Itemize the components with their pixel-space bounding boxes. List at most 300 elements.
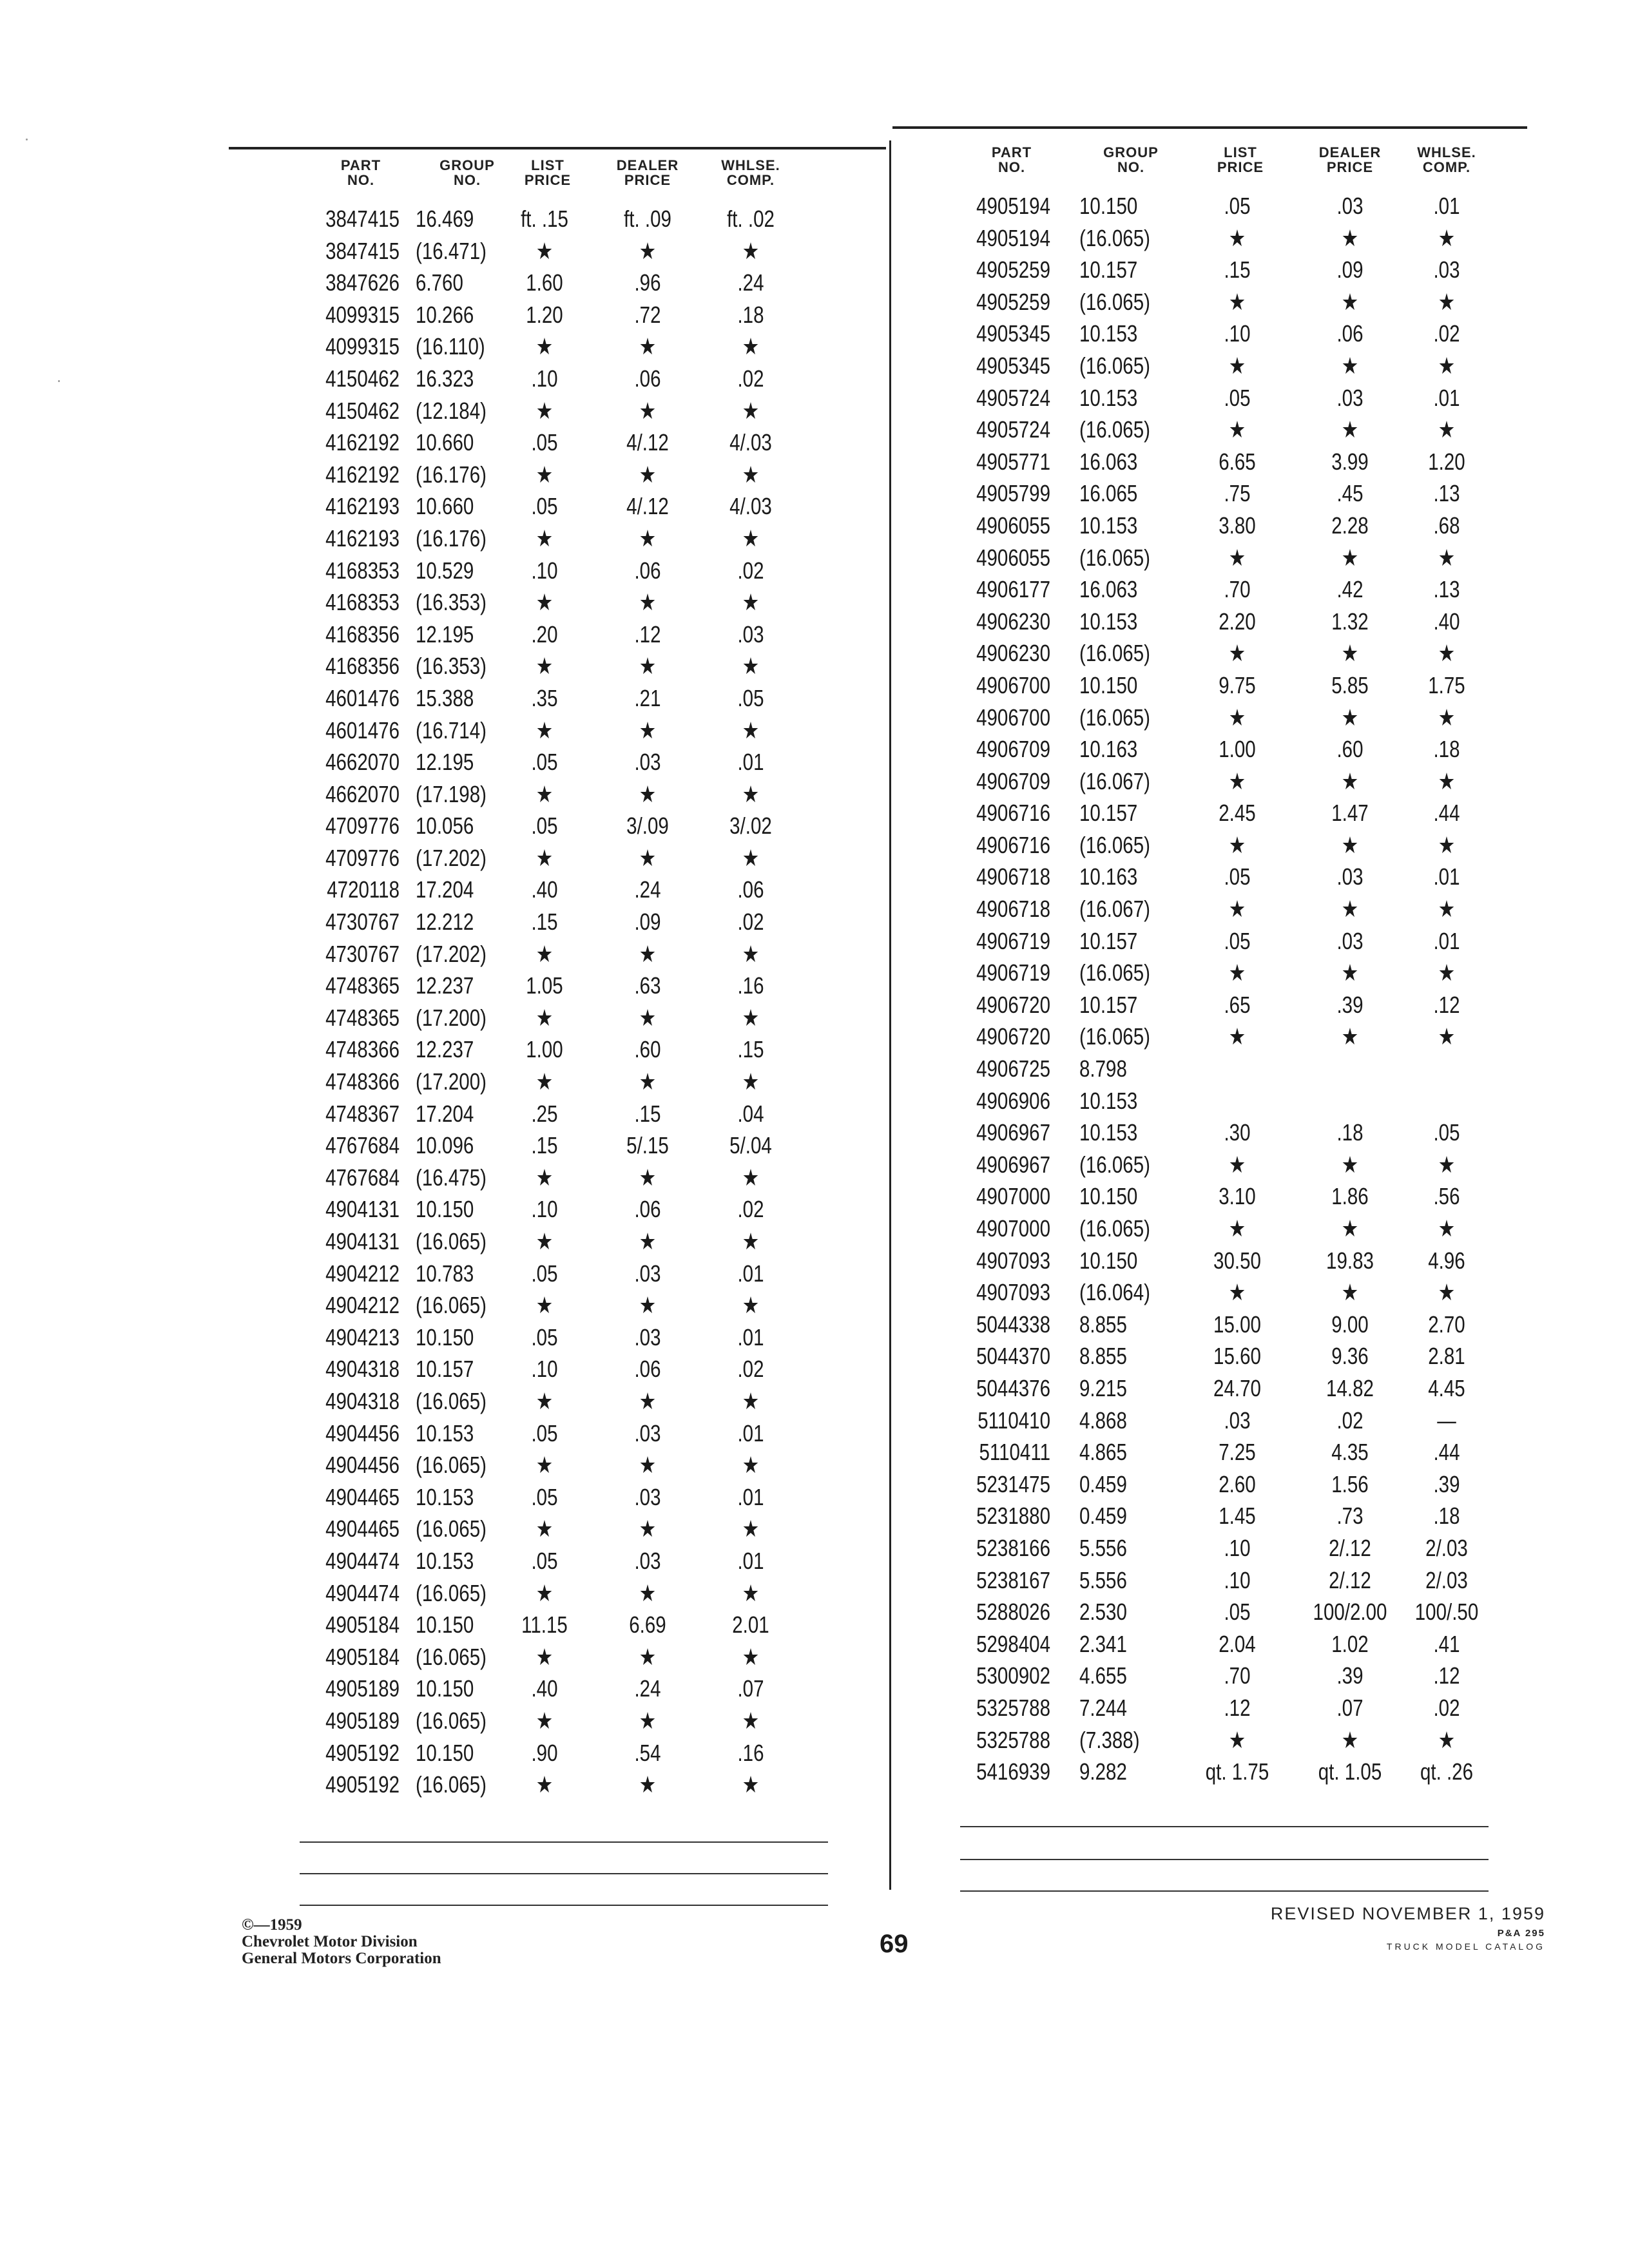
dealer-price-cell: 4/.12 [626,429,669,456]
group-no-cell: 10.153 [1079,384,1138,411]
group-no-cell: 4.655 [1079,1662,1127,1689]
part-no-cell: 4905194 [976,224,1050,251]
list-price-cell: 24.70 [1213,1374,1261,1401]
dealer-price-cell: ★ [1341,544,1359,571]
group-no-cell: (16.065) [1079,1151,1150,1178]
whlse-comp-cell: .04 [737,1100,764,1127]
whlse-comp-cell: .15 [737,1036,764,1063]
part-no-cell: 5044338 [976,1311,1050,1338]
dealer-price-cell: ★ [639,589,657,616]
part-no-cell: 5231880 [976,1503,1050,1530]
table-row [947,542,1482,574]
group-no-cell: 12.195 [416,620,474,648]
table-row [296,555,831,587]
whlse-comp-cell: ★ [742,1452,760,1479]
table-row [296,970,831,1002]
table-row [947,637,1482,669]
list-price-cell: 2.45 [1219,800,1256,827]
list-price-cell: .20 [531,620,558,648]
list-price-cell: ★ [1228,831,1246,858]
list-price-cell: ★ [535,1452,554,1479]
table-row [296,267,831,299]
dealer-price-cell: 2/.12 [1329,1534,1371,1561]
table-row [296,938,831,970]
table-row [947,286,1482,318]
part-no-cell: 4162192 [325,461,400,488]
part-no-cell: 4748366 [325,1068,400,1095]
group-no-cell: (16.065) [1079,959,1150,986]
part-no-cell: 4904474 [325,1547,400,1574]
group-no-cell: (16.065) [1079,640,1150,667]
header-list-price: LIST PRICE [1217,144,1264,175]
list-price-cell: .15 [1224,256,1251,284]
footer-copyright [242,1917,441,1967]
group-no-cell: 9.215 [1079,1374,1127,1401]
dealer-price-cell: ★ [639,1771,657,1798]
whlse-comp-cell: 4/.03 [729,429,772,456]
table-row [947,1660,1482,1692]
group-no-cell: 10.266 [416,301,474,328]
whlse-comp-cell: ★ [742,333,760,360]
list-price-cell: 2.60 [1219,1470,1256,1497]
whlse-comp-cell: .18 [1433,736,1460,763]
dealer-price-cell: 6.69 [629,1611,666,1639]
group-no-cell: 10.056 [416,812,474,840]
table-row [947,702,1482,734]
group-no-cell: (16.176) [416,524,487,552]
whlse-comp-cell: .02 [1433,320,1460,347]
dealer-price-cell: .63 [634,972,661,999]
dealer-price-cell: ★ [639,1068,657,1095]
dealer-price-cell: .06 [1336,320,1364,347]
dealer-price-cell: 5.85 [1331,671,1369,698]
whlse-comp-cell: .68 [1433,512,1460,539]
table-row [296,1418,831,1450]
whlse-comp-cell: ★ [1438,416,1456,443]
group-no-cell: (16.065) [1079,288,1150,315]
group-no-cell: 10.783 [416,1260,474,1287]
part-no-cell: 4720118 [327,876,400,903]
dealer-price-cell: qt. 1.05 [1318,1758,1382,1785]
list-price-cell: .30 [1224,1119,1251,1146]
dealer-price-cell: .96 [634,269,661,296]
part-no-cell: 4905771 [976,448,1050,475]
part-no-cell: 4906967 [976,1119,1050,1146]
table-row [296,1737,831,1769]
table-row [947,925,1482,957]
part-no-cell: 3847626 [325,269,400,296]
part-no-cell: 4709776 [325,844,400,871]
part-no-cell: 4709776 [325,812,400,840]
dealer-price-cell: ★ [1341,1023,1359,1050]
table-row [296,235,831,267]
table-row [947,222,1482,255]
whlse-comp-cell: .13 [1433,576,1460,603]
table-row [296,1033,831,1066]
dealer-price-cell: ★ [639,1004,657,1031]
part-no-cell: 5238166 [976,1534,1050,1561]
group-no-cell: 12.237 [416,1036,474,1063]
dealer-price-cell: .03 [634,749,661,776]
group-no-cell: 10.163 [1079,736,1138,763]
part-no-cell: 4730767 [325,908,400,936]
dealer-price-cell: .02 [1336,1407,1364,1434]
part-no-cell: 4905192 [325,1771,400,1798]
header-group-no: GROUP NO. [439,157,495,188]
table-row [947,669,1482,702]
whlse-comp-cell: 4/.03 [729,493,772,520]
part-no-cell: 5110410 [978,1407,1050,1434]
whlse-comp-cell: .05 [1433,1119,1460,1146]
list-price-cell: .05 [1224,1599,1251,1626]
dealer-price-cell: .03 [1336,927,1364,954]
dealer-price-cell: .15 [634,1100,661,1127]
group-no-cell: (16.064) [1079,1279,1150,1306]
list-price-cell: .10 [531,1196,558,1223]
group-no-cell: (16.065) [1079,704,1150,731]
group-no-cell: 10.153 [416,1483,474,1510]
dealer-price-cell: .72 [634,301,661,328]
part-no-cell: 4099315 [325,333,400,360]
dealer-price-cell: 1.32 [1331,608,1369,635]
whlse-comp-cell: 5/.04 [729,1132,772,1159]
table-row [947,1149,1482,1181]
list-price-cell: .10 [1224,320,1251,347]
group-no-cell: (16.065) [1079,1215,1150,1242]
part-no-cell: 4906230 [976,608,1050,635]
dealer-price-cell: .06 [634,1196,661,1223]
corporation-name: General Motors Corporation [242,1950,441,1967]
whlse-comp-cell: .02 [737,557,764,584]
list-price-cell: .10 [531,365,558,392]
whlse-comp-cell: ★ [1438,1151,1456,1178]
part-no-cell: 4907000 [976,1183,1050,1210]
part-no-cell: 4168353 [325,557,400,584]
group-no-cell: 7.244 [1079,1694,1127,1721]
list-price-cell: .05 [531,1419,558,1446]
list-price-cell: ★ [1228,767,1246,794]
list-price-cell: .70 [1224,576,1251,603]
list-price-cell: ★ [535,1164,554,1191]
group-no-cell: (16.065) [416,1228,487,1254]
whlse-comp-cell: ★ [742,1004,760,1031]
table-row [296,1769,831,1801]
list-price-cell: .05 [531,1483,558,1510]
whlse-comp-cell: .05 [737,684,764,711]
group-no-cell: 10.660 [416,429,474,456]
parts-table-left [296,158,831,1801]
dealer-price-cell: .03 [1336,384,1364,411]
dealer-price-cell: ★ [639,1707,657,1734]
table-row [947,1021,1482,1053]
list-price-cell: ★ [535,780,554,807]
part-no-cell: 4906055 [976,544,1050,571]
part-no-cell: 4662070 [325,749,400,776]
dealer-price-cell: .03 [634,1547,661,1574]
whlse-comp-cell: .02 [737,908,764,936]
whlse-comp-cell: ★ [1438,896,1456,923]
dealer-price-cell: 2.28 [1331,512,1369,539]
table-row [296,523,831,555]
whlse-comp-cell: ★ [1438,767,1456,794]
dealer-price-cell: ★ [1341,640,1359,667]
whlse-comp-cell: ★ [742,1579,760,1606]
whlse-comp-cell: ★ [742,716,760,744]
whlse-comp-cell: ★ [1438,1726,1456,1753]
dealer-price-cell: .06 [634,1356,661,1383]
dealer-price-cell: ★ [639,1452,657,1479]
list-price-cell: ★ [535,237,554,264]
list-price-cell: ★ [535,397,554,424]
group-no-cell: 0.459 [1079,1503,1127,1530]
whlse-comp-cell: .02 [737,1196,764,1223]
group-no-cell: (16.353) [416,589,487,616]
group-no-cell: (16.065) [416,1579,487,1606]
part-no-cell: 4904212 [325,1292,400,1319]
dealer-price-cell: ★ [1341,1151,1359,1178]
whlse-comp-cell: 2/.03 [1425,1566,1468,1593]
whlse-comp-cell: ★ [742,461,760,488]
table-row [296,810,831,842]
table-row [296,1321,831,1354]
whlse-comp-cell: ★ [1438,224,1456,251]
blank-rule [960,1859,1489,1860]
dealer-price-cell: .12 [634,620,661,648]
whlse-comp-cell: ★ [1438,831,1456,858]
part-no-cell: 4906716 [976,800,1050,827]
table-row [296,1289,831,1321]
group-no-cell: 6.760 [416,269,463,296]
dealer-price-cell: ★ [639,1292,657,1319]
table-row [947,573,1482,606]
list-price-cell: ★ [1228,416,1246,443]
dealer-price-cell: .45 [1336,480,1364,507]
scan-speck [26,139,28,140]
header-whlse-comp: WHLSE. COMP. [1417,144,1476,175]
dealer-price-cell: ★ [1341,416,1359,443]
table-row [947,190,1482,222]
part-no-cell: 4906725 [976,1055,1050,1082]
table-row [947,1405,1482,1437]
group-no-cell: (17.200) [416,1068,487,1095]
dealer-price-cell: .03 [1336,863,1364,890]
part-no-cell: 4905259 [976,256,1050,284]
table-row [296,842,831,874]
table-row [296,715,831,747]
part-no-cell: 5044370 [976,1343,1050,1370]
group-no-cell: (17.200) [416,1004,487,1031]
part-no-cell: 4906967 [976,1151,1050,1178]
whlse-comp-cell: ★ [742,524,760,552]
whlse-comp-cell: .12 [1433,991,1460,1018]
group-no-cell: 16.323 [416,365,474,392]
dealer-price-cell: .03 [634,1419,661,1446]
list-price-cell: 2.04 [1219,1630,1256,1657]
group-no-cell: 10.660 [416,493,474,520]
part-no-cell: 4906709 [976,736,1050,763]
part-no-cell: 4905259 [976,288,1050,315]
whlse-comp-cell: 2.81 [1428,1343,1465,1370]
dealer-price-cell: .09 [1336,256,1364,284]
dealer-price-cell: ★ [1341,224,1359,251]
list-price-cell: ★ [535,1515,554,1542]
group-no-cell: (16.065) [1079,544,1150,571]
dealer-price-cell: ★ [639,1579,657,1606]
list-price-cell: .12 [1224,1694,1251,1721]
table-row [947,765,1482,798]
part-no-cell: 4906716 [976,831,1050,858]
list-price-cell: 6.65 [1219,448,1256,475]
part-no-cell: 4168356 [325,653,400,680]
whlse-comp-cell: ★ [742,1643,760,1670]
part-no-cell: 4748366 [325,1036,400,1063]
list-price-cell: ★ [1228,1279,1246,1306]
list-price-cell: .15 [531,1132,558,1159]
list-price-cell: ★ [535,333,554,360]
header-whlse-comp: WHLSE. COMP. [721,157,780,188]
whlse-comp-cell: .56 [1433,1183,1460,1210]
column-divider [889,140,891,1890]
whlse-comp-cell: .12 [1433,1662,1460,1689]
dealer-price-cell: ★ [639,461,657,488]
table-row [947,1756,1482,1788]
part-no-cell: 5325788 [976,1726,1050,1753]
table-body [296,203,831,1801]
group-no-cell: 10.150 [1079,1247,1138,1274]
blank-rule [960,1890,1489,1892]
whlse-comp-cell: ★ [742,1068,760,1095]
part-no-cell: 4904465 [325,1483,400,1510]
group-no-cell: 0.459 [1079,1470,1127,1497]
group-no-cell: (16.176) [416,461,487,488]
part-no-cell: 4904474 [325,1579,400,1606]
table-row [296,778,831,811]
list-price-cell: ★ [1228,1215,1246,1242]
whlse-comp-cell: 4.96 [1428,1247,1465,1274]
whlse-comp-cell: .02 [737,365,764,392]
table-row [296,1481,831,1514]
whlse-comp-cell: .02 [737,1356,764,1383]
table-row [947,1596,1482,1628]
table-row [296,299,831,331]
part-no-cell: 4904212 [325,1260,400,1287]
whlse-comp-cell: — [1437,1407,1456,1434]
group-no-cell: (12.184) [416,397,487,424]
whlse-comp-cell: .24 [737,269,764,296]
table-row [296,1449,831,1481]
dealer-price-cell: 1.86 [1331,1183,1369,1210]
group-no-cell: 2.530 [1079,1599,1127,1626]
part-no-cell: 4601476 [325,716,400,744]
whlse-comp-cell: 4.45 [1428,1374,1465,1401]
list-price-cell: ★ [1228,896,1246,923]
part-no-cell: 4168356 [325,620,400,648]
dealer-price-cell: ★ [639,1643,657,1670]
part-no-cell: 4748365 [325,972,400,999]
table-row [947,414,1482,446]
whlse-comp-cell: ★ [1438,640,1456,667]
header-part-no: PART NO. [991,144,1032,175]
list-price-cell: .03 [1224,1407,1251,1434]
whlse-comp-cell: ★ [742,1228,760,1254]
table-row [296,1066,831,1098]
table-row [296,1609,831,1641]
whlse-comp-cell: ★ [742,1707,760,1734]
table-row [947,477,1482,510]
group-no-cell: (16.065) [416,1387,487,1414]
whlse-comp-cell: .18 [737,301,764,328]
dealer-price-cell: ★ [1341,831,1359,858]
table-row [296,586,831,619]
whlse-comp-cell: .13 [1433,480,1460,507]
part-no-cell: 4905345 [976,320,1050,347]
left-top-rule [229,147,886,149]
list-price-cell: ★ [535,1228,554,1254]
group-no-cell: 9.282 [1079,1758,1127,1785]
list-price-cell: .10 [531,557,558,584]
dealer-price-cell: .39 [1336,1662,1364,1689]
list-price-cell: .40 [531,1675,558,1702]
group-no-cell: (16.110) [416,333,485,360]
list-price-cell: .05 [531,429,558,456]
group-no-cell: (16.065) [416,1707,487,1734]
group-no-cell: 10.153 [1079,1119,1138,1146]
whlse-comp-cell: 2.01 [732,1611,769,1639]
list-price-cell: ★ [1228,1023,1246,1050]
group-no-cell: 10.163 [1079,863,1138,890]
group-no-cell: 2.341 [1079,1630,1127,1657]
dealer-price-cell: ★ [639,1387,657,1414]
part-no-cell: 4905189 [325,1675,400,1702]
list-price-cell: 9.75 [1219,671,1256,698]
list-price-cell: ★ [535,653,554,680]
dealer-price-cell: ★ [639,1515,657,1542]
table-row [296,1353,831,1385]
part-no-cell: 4905799 [976,480,1050,507]
list-price-cell: ★ [535,1707,554,1734]
table-row [947,1724,1482,1756]
copyright-line: ©—1959 [242,1916,302,1934]
list-price-cell: .05 [1224,927,1251,954]
table-row [947,1245,1482,1277]
group-no-cell: (17.202) [416,844,487,871]
part-no-cell: 3847415 [325,206,400,232]
whlse-comp-cell: ★ [742,1771,760,1798]
table-row [947,1340,1482,1372]
whlse-comp-cell: .41 [1433,1630,1460,1657]
table-row [296,427,831,459]
table-row [296,1673,831,1705]
dealer-price-cell: ★ [639,333,657,360]
table-row [947,1500,1482,1532]
table-row [947,1053,1482,1085]
table-row [296,1641,831,1673]
table-row [947,350,1482,382]
part-no-cell: 4905184 [325,1611,400,1639]
dealer-price-cell: ★ [639,716,657,744]
dealer-price-cell: ★ [639,1228,657,1254]
list-price-cell: ★ [1228,224,1246,251]
group-no-cell: (16.065) [416,1643,487,1670]
group-no-cell: 10.096 [416,1132,474,1159]
dealer-price-cell: .24 [634,876,661,903]
group-no-cell: (16.065) [1079,224,1150,251]
table-row [947,861,1482,893]
table-row [296,490,831,523]
group-no-cell: 15.388 [416,684,474,711]
blank-rule [300,1873,828,1874]
group-no-cell: 10.150 [416,1739,474,1766]
